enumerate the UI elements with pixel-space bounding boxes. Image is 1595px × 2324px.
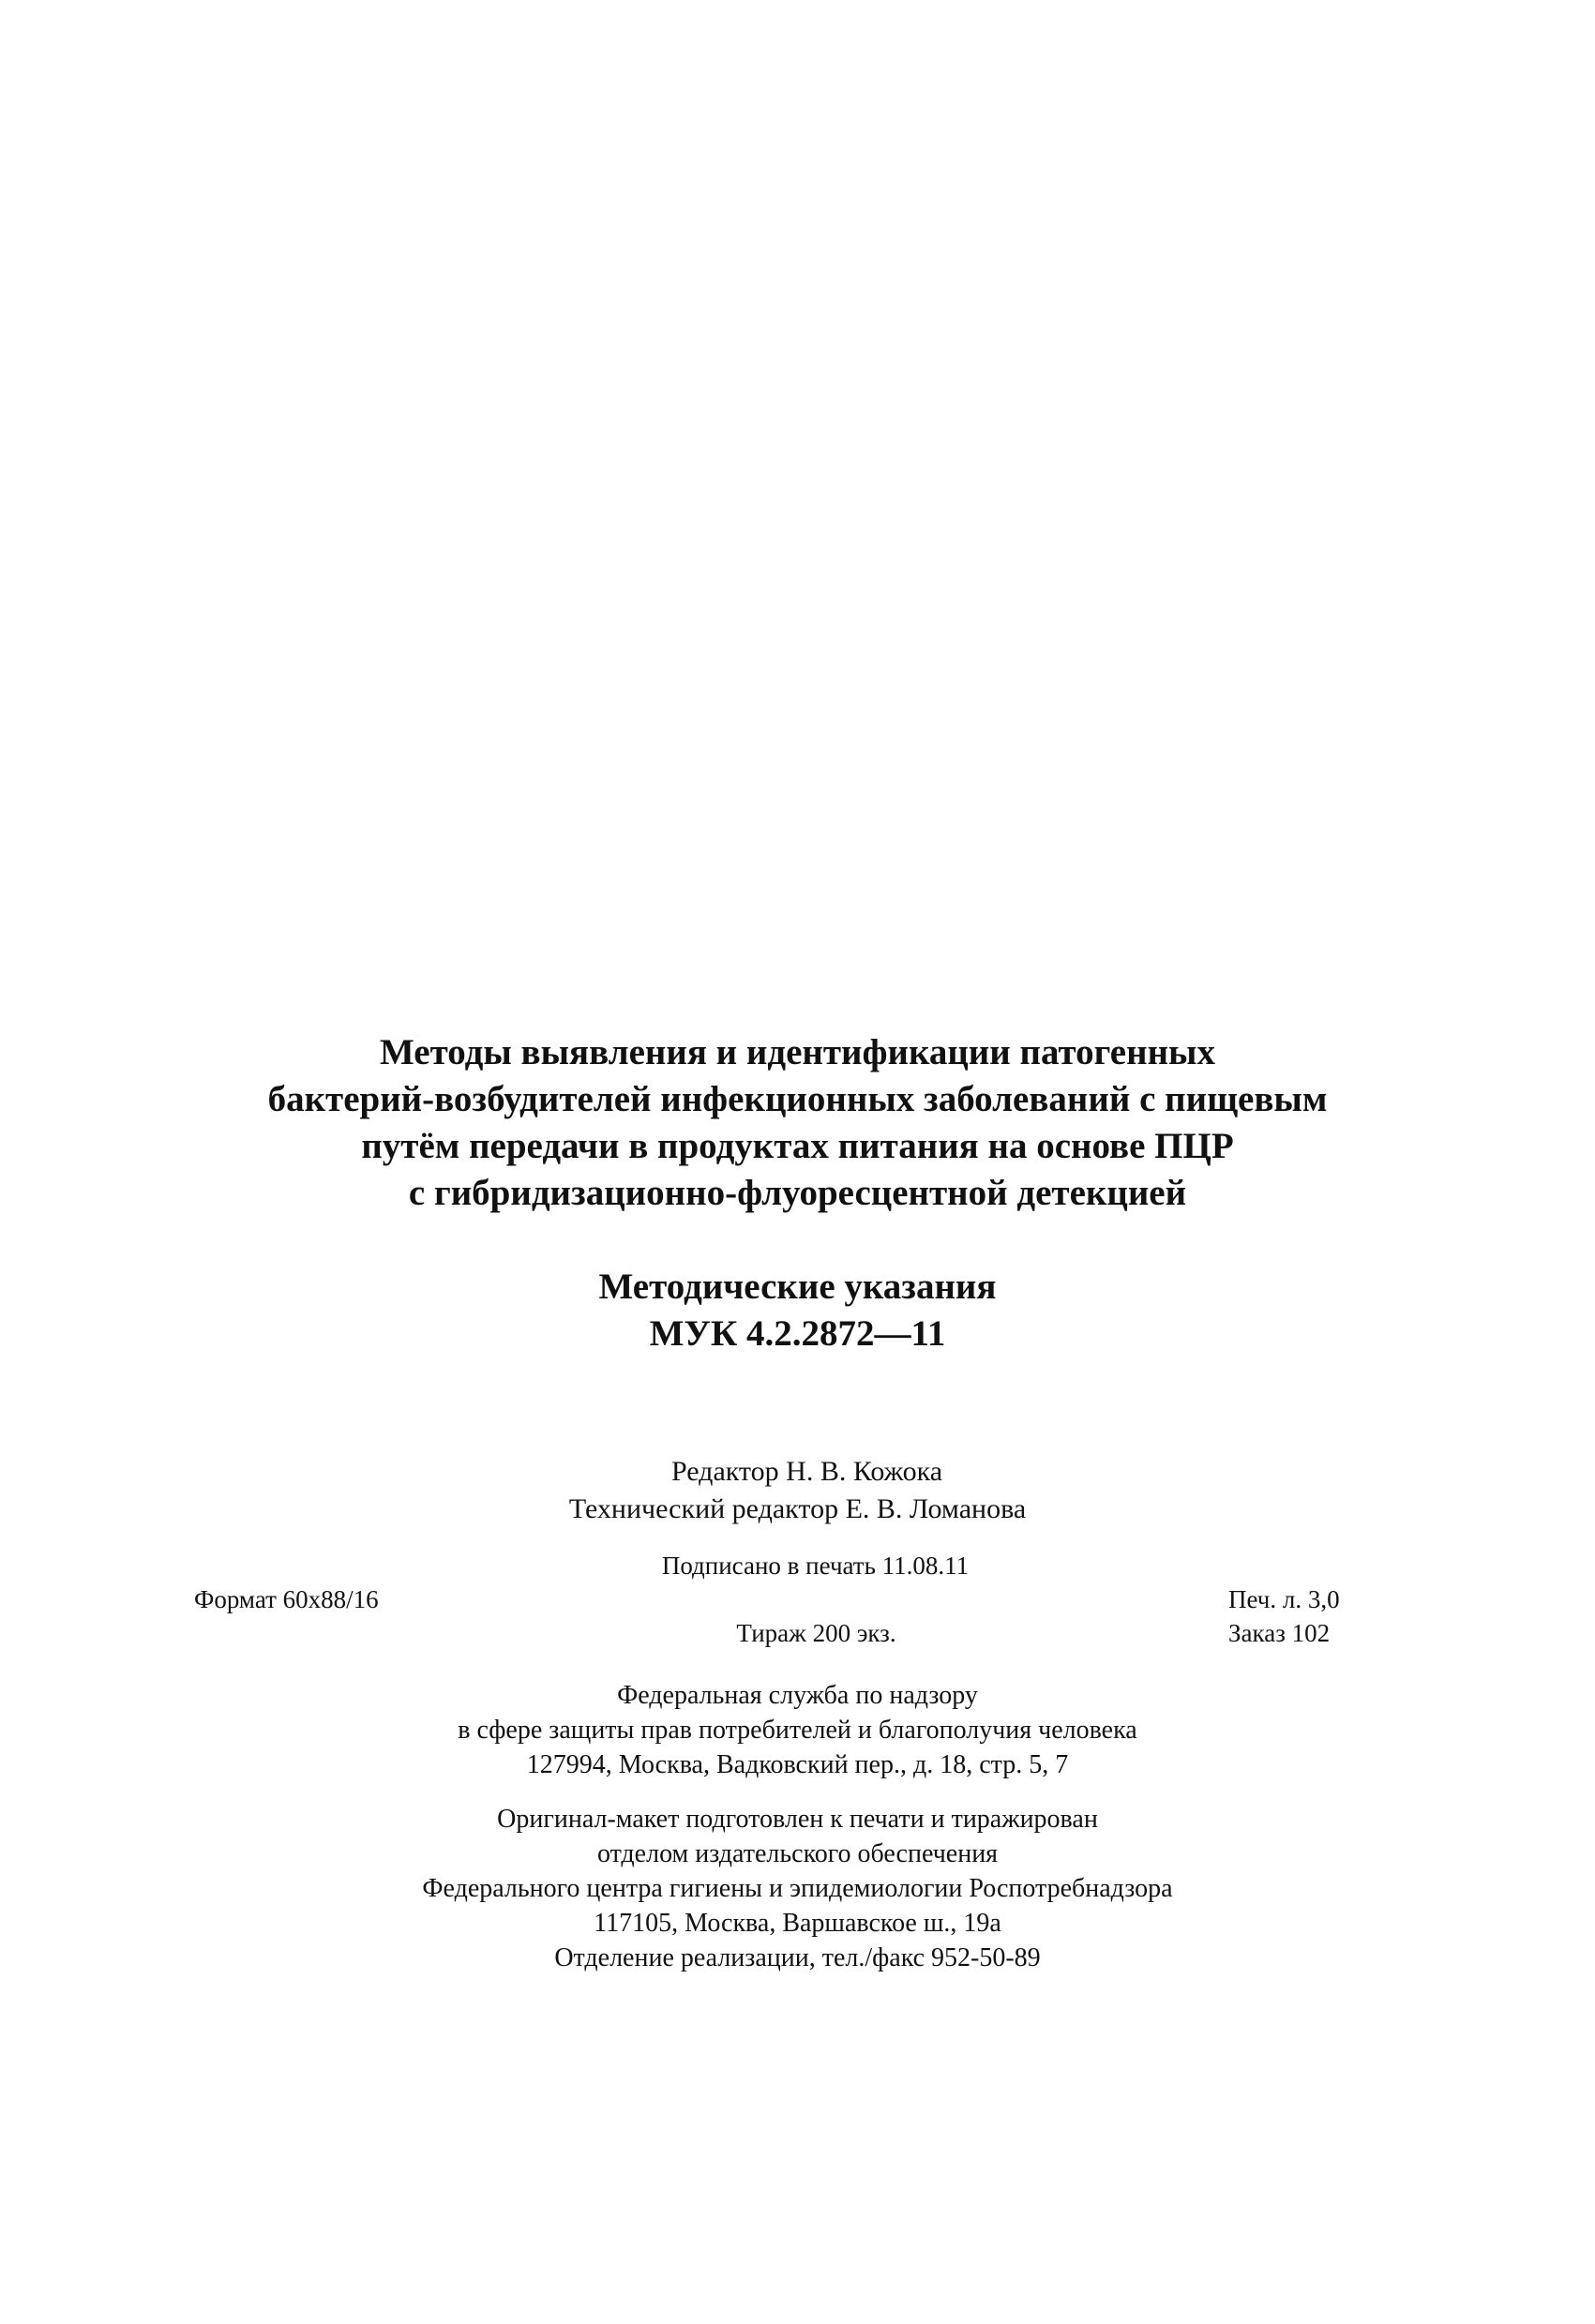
- publisher-line: отделом издательского обеспечения: [596, 1839, 999, 1868]
- printed-sheets: Печ. л. 3,0: [1228, 1585, 1340, 1613]
- publisher-line: Оригинал-макет подготовлен к печати и тиражирован: [497, 1805, 1098, 1834]
- agency-address: 127994, Москва, Вадковский пер., д. 18, стр. 5, 7: [526, 1750, 1069, 1779]
- document-code: МУК 4.2.2872—11: [649, 1313, 946, 1354]
- publisher-address: 117105, Москва, Варшавское ш., 19а: [594, 1909, 1001, 1938]
- document-title: [0, 1029, 1595, 1217]
- tech-editor-name: Технический редактор Е. В. Ломанова: [568, 1493, 1027, 1524]
- signed-to-print: Подписано в печать 11.08.11: [661, 1552, 970, 1580]
- document-type: Методические указания: [598, 1267, 997, 1307]
- paper-format: Формат 60х88/16: [194, 1585, 379, 1613]
- editors-block: [0, 1453, 1595, 1528]
- order-number: Заказ 102: [1228, 1619, 1331, 1647]
- circulation: Тираж 200 экз.: [736, 1619, 896, 1647]
- agency-line: в сфере защиты прав потребителей и благополучия человека: [458, 1716, 1137, 1745]
- title-line: путём передачи в продуктах питания на основе ПЦР: [361, 1126, 1234, 1166]
- document-subtitle: [0, 1264, 1595, 1357]
- editor-name: Редактор Н. В. Кожока: [670, 1456, 943, 1487]
- agency-line: Федеральная служба по надзору: [617, 1681, 978, 1710]
- title-line: с гибридизационно-флуоресцентной детекцией: [408, 1173, 1187, 1213]
- agency-block: [0, 1678, 1595, 1782]
- title-line: Методы выявления и идентификации патогенных: [379, 1032, 1216, 1072]
- publisher-line: Федерального центра гигиены и эпидемиологии Роспотребнадзора: [422, 1874, 1173, 1903]
- publisher-block: [0, 1802, 1595, 1975]
- title-line: бактерий-возбудителей инфекционных заболеваний с пищевым: [267, 1079, 1328, 1119]
- sales-contact: Отделение реализации, тел./факс 952-50-89: [554, 1943, 1041, 1972]
